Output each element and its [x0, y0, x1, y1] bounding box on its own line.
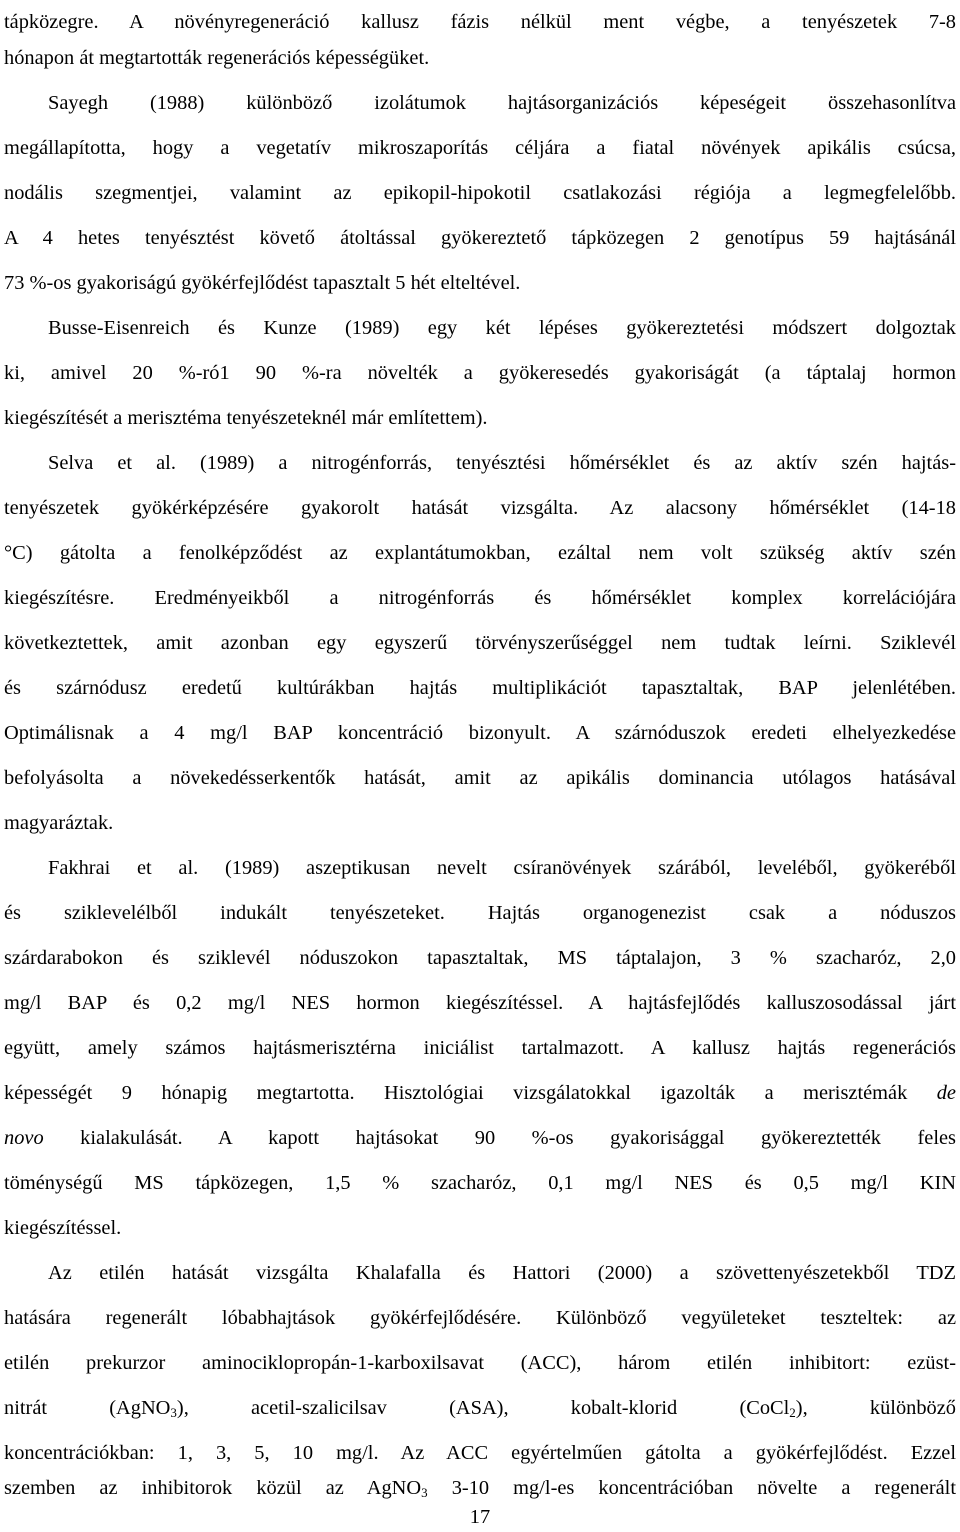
text-line: [4, 1396, 956, 1420]
text-run: ), acetil-szalicilsav (ASA), kobalt-klorid (CoCl: [176, 1397, 790, 1419]
text-line: [4, 1476, 956, 1500]
text-line: °C) gátolta a fenolképződést az explantátumokban, ezáltal nem volt szükség aktív szén: [4, 542, 956, 564]
text-run: ), különböző: [795, 1397, 956, 1419]
text-line: Az etilén hatását vizsgálta Khalafalla és Hattori (2000) a szövettenyészetekből TDZ: [48, 1262, 956, 1284]
text-line: etilén prekurzor aminociklopropán-1-karboxilsavat (ACC), három etilén inhibitort: ezüst-: [4, 1352, 956, 1374]
italic-text: novo: [4, 1127, 44, 1149]
text-line: együtt, amely számos hajtásmerisztérna iniciálist tartalmazott. A kallusz hajtás regenerációs: [4, 1037, 956, 1059]
text-line: koncentrációkban: 1, 3, 5, 10 mg/l. Az ACC egyértelműen gátolta a gyökérfejlődést. Ezzel: [4, 1442, 956, 1464]
text-run: képességét 9 hónapig megtartotta. Hisztológiai vizsgálatokkal igazolták a merisztémák: [4, 1082, 908, 1104]
text-line: hatására regenerált lóbabhajtások gyökérfejlődésére. Különböző vegyületeket teszteltek: az: [4, 1307, 956, 1329]
text-line: hónapon át megtartották regenerációs képességüket.: [4, 47, 430, 69]
text-line: megállapította, hogy a vegetatív mikroszaporítás céljára a fiatal növények apikális csúcsa,: [4, 137, 956, 159]
text-line: mg/l BAP és 0,2 mg/l NES hormon kiegészítéssel. A hajtásfejlődés kalluszosodással járt: [4, 992, 956, 1014]
text-line: [4, 1126, 956, 1150]
text-line: és szárnódusz eredetű kultúrákban hajtás multiplikációt tapasztaltak, BAP jelenlétében.: [4, 677, 956, 699]
text-line: Fakhrai et al. (1989) aszeptikusan nevelt csíranövények szárából, leveléből, gyökeréből: [48, 857, 956, 879]
text-line: és sziklevelélből indukált tenyészeteket. Hajtás organogenezist csak a nóduszos: [4, 902, 956, 924]
text-line: kiegészítését a merisztéma tenyészeteknél már említettem).: [4, 407, 488, 429]
text-line: kiegészítésre. Eredményeikből a nitrogénforrás és hőmérséklet komplex korrelációjára: [4, 587, 956, 609]
subscript: 2: [789, 1405, 796, 1420]
text-line: kiegészítéssel.: [4, 1217, 122, 1239]
text-line: szárdarabokon és sziklevél nóduszokon tapasztaltak, MS táptalajon, 3 % szacharóz, 2,0: [4, 947, 956, 969]
text-line: befolyásolta a növekedésserkentők hatását, amit az apikális dominancia utólagos hatásával: [4, 767, 956, 789]
text-line: 73 %-os gyakoriságú gyökérfejlődést tapasztalt 5 hét elteltével.: [4, 272, 521, 294]
text-line: következtettek, amit azonban egy egyszerű törvényszerűséggel nem tudtak leírni. Sziklevél: [4, 632, 956, 654]
text-line: [4, 1081, 956, 1105]
text-line: Sayegh (1988) különböző izolátumok hajtásorganizációs képeségeit összehasonlítva: [48, 92, 956, 114]
text-line: Busse-Eisenreich és Kunze (1989) egy két lépéses gyökereztetési módszert dolgoztak: [48, 317, 956, 339]
text-run: szemben az inhibitorok közül az AgNO: [4, 1477, 422, 1499]
text-run: nitrát (AgNO: [4, 1397, 171, 1419]
text-line: töménységű MS tápközegen, 1,5 % szacharóz, 0,1 mg/l NES és 0,5 mg/l KIN: [4, 1172, 956, 1194]
text-line: ki, amivel 20 %-ró1 90 %-ra növelték a gyökeresedés gyakoriságát (a táptalaj hormon: [4, 362, 956, 384]
text-line: tápközegre. A növényregeneráció kallusz fázis nélkül ment végbe, a tenyészetek 7-8: [4, 11, 956, 33]
text-line: magyaráztak.: [4, 812, 114, 834]
text-line: Optimálisnak a 4 mg/l BAP koncentráció bizonyult. A szárnóduszok eredeti elhelyezkedése: [4, 722, 956, 744]
text-line: tenyészetek gyökérképzésére gyakorolt hatását vizsgálta. Az alacsony hőmérséklet (14-18: [4, 497, 956, 519]
text-line: nodális szegmentjei, valamint az epikopil-hipokotil csatlakozási régiója a legmegfelelőbb.: [4, 182, 956, 204]
subscript: 3: [170, 1405, 177, 1420]
text-line: A 4 hetes tenyésztést követő átoltással gyökereztető tápközegen 2 genotípus 59 hajtásánál: [4, 227, 956, 249]
page-number: 17: [469, 1506, 491, 1528]
text-run: 3-10 mg/l-es koncentrációban növelte a regenerált: [427, 1477, 956, 1499]
text-line: Selva et al. (1989) a nitrogénforrás, tenyésztési hőmérséklet és az aktív szén hajtás-: [48, 452, 956, 474]
subscript: 3: [421, 1485, 428, 1500]
italic-text: de: [936, 1082, 956, 1104]
text-run: kialakulását. A kapott hajtásokat 90 %-os gyakorisággal gyökereztették feles: [80, 1127, 956, 1149]
